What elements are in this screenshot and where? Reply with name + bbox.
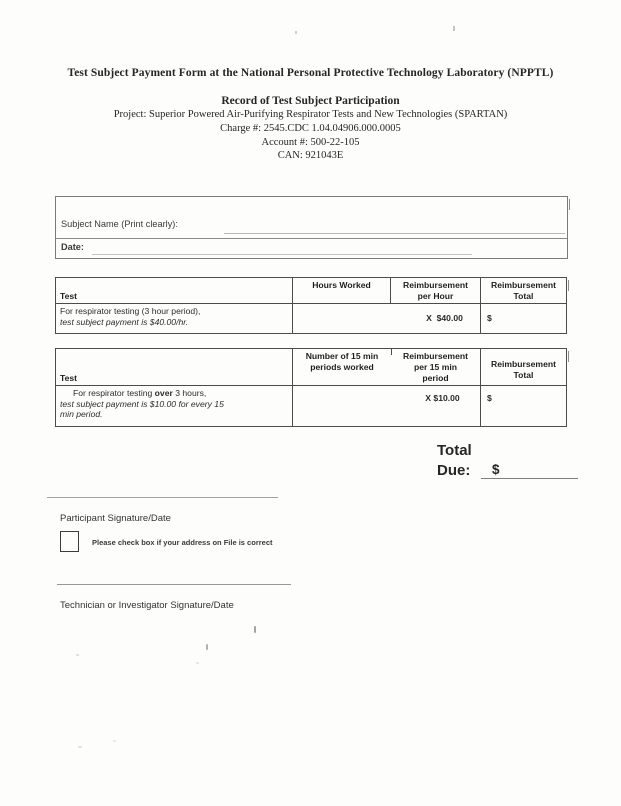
table1-header-hours-worked: Hours Worked [293, 278, 391, 304]
table1-hours-worked-cell [293, 304, 391, 333]
total-due-fill-line [481, 462, 578, 479]
subject-box-divider [56, 238, 567, 239]
scan-artifact [76, 654, 79, 656]
scan-artifact [113, 740, 116, 742]
address-correct-checkbox[interactable] [60, 531, 79, 552]
quarter-hour-reimbursement-table [55, 348, 567, 427]
table1-rate-cell: X $40.00 [391, 304, 481, 333]
scan-edge-mark [568, 351, 570, 362]
scan-artifact [254, 626, 256, 633]
table2-total-currency: $ [487, 393, 492, 403]
table2-periods-worked-cell [293, 386, 391, 426]
scan-artifact [295, 31, 297, 34]
address-correct-checkbox-label: Please check box if your address on File is correct [92, 538, 273, 547]
technician-signature-label: Technician or Investigator Signature/Date [60, 600, 234, 611]
table1-total-cell [481, 304, 566, 333]
subject-info-box [55, 196, 568, 259]
total-due-label-line2: Due: [437, 462, 471, 479]
table1-header-rate-per-hour: Reimbursement per Hour [391, 278, 481, 304]
form-subtitle: Record of Test Subject Participation [221, 95, 400, 107]
table2-test-description-cell: For respirator testing over 3 hours, test subject payment is $10.00 for every 15 min period. [56, 386, 293, 426]
scan-artifact [206, 644, 208, 650]
table2-header-rate-per-period: Reimbursement per 15 min period [391, 349, 481, 386]
table2-total-cell [481, 386, 566, 426]
table2-rate-cell: X $10.00 [391, 386, 481, 426]
technician-signature-line [57, 584, 291, 585]
table1-test-description-cell: For respirator testing (3 hour period), test subject payment is $40.00/hr. [56, 304, 293, 333]
participant-signature-label: Participant Signature/Date [60, 513, 171, 524]
scan-artifact [196, 662, 199, 664]
total-due-block [437, 442, 578, 479]
participant-signature-line [47, 497, 278, 498]
date-label: Date: [61, 242, 84, 252]
table2-header-periods-worked: Number of 15 min periods worked [293, 349, 391, 386]
charge-number-line: Charge #: 2545.CDC 1.04.04906.000.0005 [220, 123, 401, 134]
total-due-label-line1: Total [437, 442, 472, 459]
account-number-line: Account #: 500-22-105 [261, 137, 360, 148]
total-due-currency: $ [492, 462, 500, 477]
subject-name-label: Subject Name (Print clearly): [61, 219, 178, 229]
table2-header-test: Test [56, 349, 293, 386]
can-number-line: CAN: 921043E [277, 150, 344, 161]
scan-artifact [453, 26, 455, 31]
table1-header-test: Test [56, 278, 293, 304]
hourly-reimbursement-table [55, 277, 567, 334]
table2-header-reimbursement-total: Reimbursement Total [481, 349, 566, 386]
partial-column-divider [391, 349, 392, 355]
form-title: Test Subject Payment Form at the National Personal Protective Technology Laboratory (NPPTL) [67, 67, 554, 79]
table1-header-reimbursement-total: Reimbursement Total [481, 278, 566, 304]
scan-edge-mark [569, 199, 571, 210]
table1-total-currency: $ [487, 313, 492, 324]
scan-artifact [78, 746, 82, 748]
date-fill-line [92, 254, 472, 255]
project-line: Project: Superior Powered Air-Purifying Respirator Tests and New Technologies (SPARTAN) [113, 109, 508, 120]
subject-name-fill-line [224, 233, 565, 234]
scan-edge-mark [568, 280, 570, 291]
